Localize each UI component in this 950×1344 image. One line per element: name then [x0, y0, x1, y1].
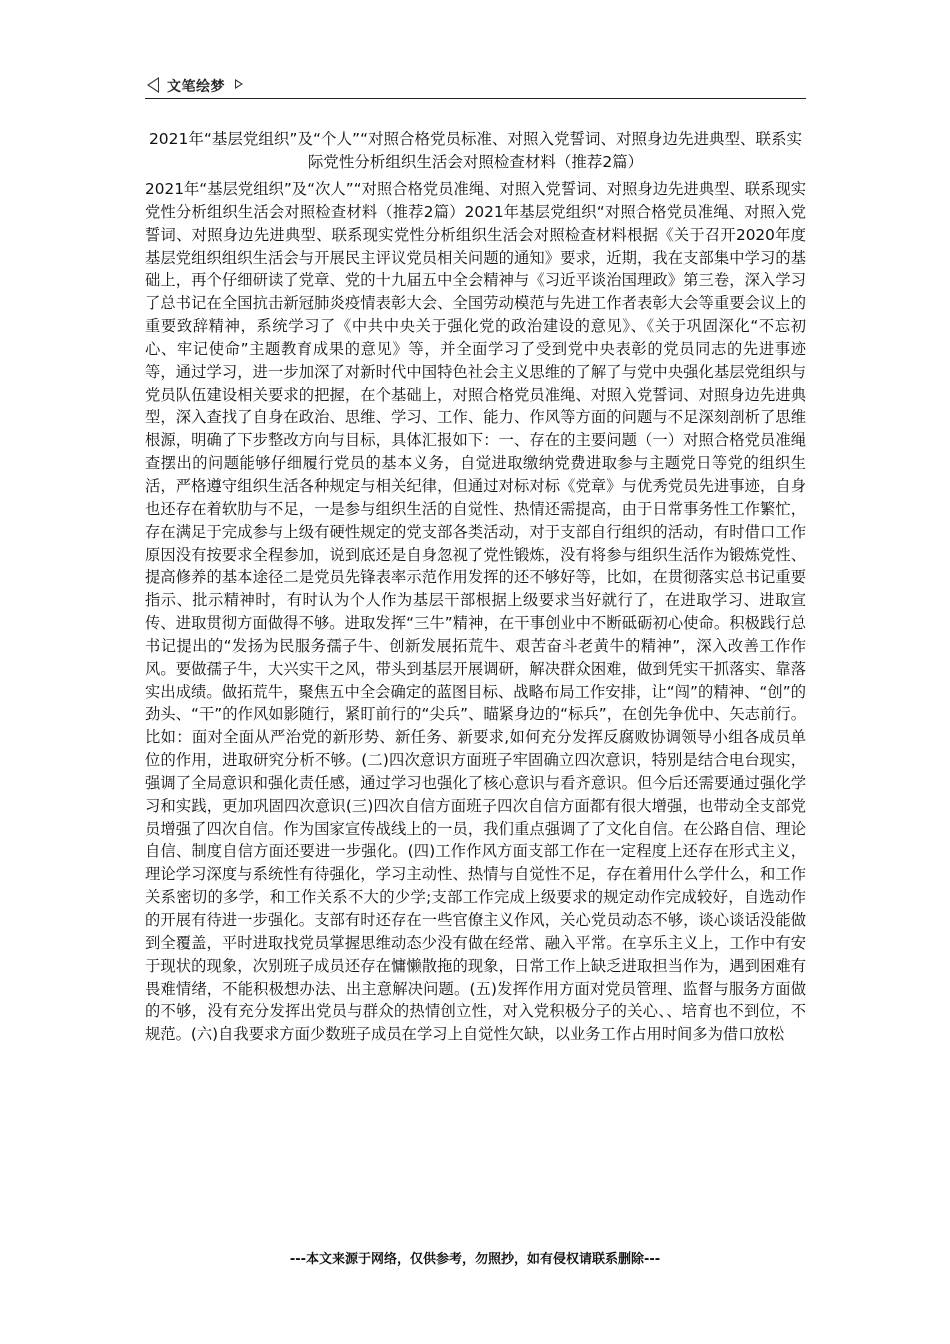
- document-body: 2021年“基层党组织”及“次人”“对照合格党员准绳、对照入党誓词、对照身边先进典型、联系现实党性分析组织生活会对照检查材料（推荐2篇）2021年基层党组织“对照合格党员准绳、对照入党誓词、对照身边先进典型、联系现实党性分析组织生活会对照检查材料根据《关于召开2020年度基层党组织组织生活会与开展民主评议党员相关问题的通知》要求，近期，我在支部集中学习的基础上，再个仔细研读了党章、党的十九届五中全会精神与《习近平谈治国理政》第三卷，深入学习了总书记在全国抗击新冠肺炎疫情表彰大会、全国劳动模范与先进工作者表彰大会等重要会议上的重要致辞精神，系统学习了《中共中央关于强化党的政治建设的意见》、《关于巩固深化“不忘初心、牢记使命”主题教育成果的意见》等，并全面学习了受到党中央表彰的党员同志的先进事迹等，通过学习，进一步加深了对新时代中国特色社会主义思维的了解了与党中央强化基层党组织与党员队伍建设相关要求的把握，在个基础上，对照合格党员准绳、对照入党誓词、对照身边先进典型，深入查找了自身在政治、思维、学习、工作、能力、作风等方面的问题与不足深刻剖析了思维根源，明确了下步整改方向与目标，具体汇报如下：一、存在的主要问题（一）对照合格党员准绳查摆出的问题能够仔细履行党员的基本义务，自觉进取缴纳党费进取参与主题党日等党的组织生活，严格遵守组织生活各种规定与相关纪律，但通过对标对标《党章》与优秀党员先进事迹，自身也还存在着软肋与不足，一是参与组织生活的自觉性、热情还需提高，由于日常事务性工作繁忙，存在满足于完成参与上级有硬性规定的党支部各类活动，对于支部自行组织的活动，有时借口工作原因没有按要求全程参加，说到底还是自身忽视了党性锻炼，没有将参与组织生活作为锻炼党性、提高修养的基本途径二是党员先锋表率示范作用发挥的还不够好等，比如，在贯彻落实总书记重要指示、批示精神时，有时认为个人作为基层干部根据上级要求当好就行了，在进取学习、进取宣传、进取贯彻方面做得不够。进取发挥“三牛”精神，在干事创业中不断砥砺初心使命。积极践行总书记提出的“发扬为民服务孺子牛、创新发展拓荒牛、艰苦奋斗老黄牛的精神”，深入改善工作作风。要做孺子牛，大兴实干之风，带头到基层开展调研，解决群众困难，做到凭实干抓落实、靠落实出成绩。做拓荒牛，聚焦五中全会确定的蓝图目标、战略布局工作安排，让“闯”的精神、“创”的劲头、“干”的作风如影随行，紧盯前行的“尖兵”、瞄紧身边的“标兵”，在创先争优中、矢志前行。比如：面对全面从严治党的新形势、新任务、新要求,如何充分发挥反腐败协调领导小组各成员单位的作用，进取研究分析不够。(二)四次意识方面班子牢固确立四次意识，特别是结合电台现实，强调了全局意识和强化责任感，通过学习也强化了核心意识与看齐意识。但今后还需要通过强化学习和实践，更加巩固四次意识(三)四次自信方面班子四次自信方面都有很大增强，也带动全支部党员增强了四次自信。作为国家宣传战线上的一员，我们重点强调了了文化自信。在公路自信、理论自信、制度自信方面还要进一步强化。(四)工作作风方面支部工作在一定程度上还存在形式主义，理论学习深度与系统性有待强化，学习主动性、热情与自觉性不足，存在着用什么学什么，和工作关系密切的多学，和工作关系不大的少学;支部工作完成上级要求的规定动作完成较好，自选动作的开展有待进一步强化。支部有时还存在一些官僚主义作风，关心党员动态不够，谈心谈话没能做到全覆盖，平时进取找党员掌握思维动态少没有做在经常、融入平常。在享乐主义上，工作中有安于现状的现象，次别班子成员还存在慵懒散拖的现象，日常工作上缺乏进取担当作为，遇到困难有畏难情绪，不能积极想办法、出主意解决问题。(五)发挥作用方面对党员管理、监督与服务方面做的不够，没有充分发挥出党员与群众的热情创立性，对入党积极分子的关心、、培育也不到位，不规范。(六)自我要求方面少数班子成员在学习上自觉性欠缺，以业务工作占用时间多为借口放松: [145, 180, 806, 1044]
- right-triangle-icon: [235, 79, 243, 89]
- brand-label: 文笔绘梦: [167, 79, 225, 95]
- page-header: [145, 72, 806, 99]
- left-triangle-icon: [147, 77, 159, 93]
- document-title: 2021年“基层党组织”及“个人”“对照合格党员标准、对照入党誓词、对照身边先进典型、联系实际党性分析组织生活会对照检查材料（推荐2篇）: [148, 130, 803, 171]
- footer-notice: ---本文来源于网络，仅供参考，勿照抄，如有侵权请联系删除---: [289, 1252, 661, 1267]
